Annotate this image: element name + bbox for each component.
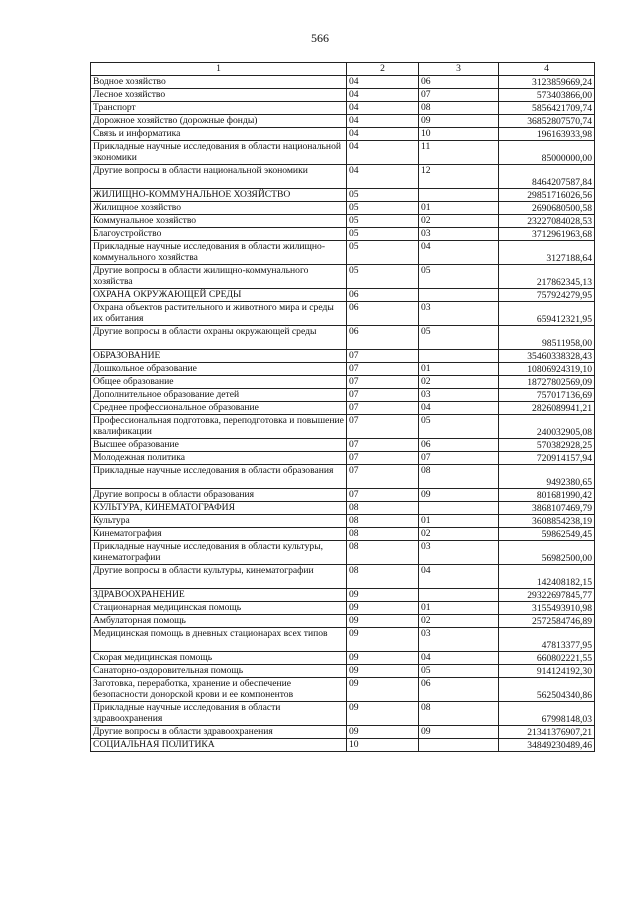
row-amount: 21341376907,21 — [499, 726, 595, 739]
row-section: 09 — [347, 628, 419, 652]
row-amount: 18727802569,09 — [499, 376, 595, 389]
row-section: 04 — [347, 76, 419, 89]
row-name: Другие вопросы в области образования — [91, 489, 347, 502]
row-section: 08 — [347, 565, 419, 589]
table-row — [91, 739, 595, 752]
table-row — [91, 489, 595, 502]
row-section: 05 — [347, 189, 419, 202]
row-subsection: 08 — [419, 465, 499, 489]
row-section: 04 — [347, 89, 419, 102]
row-name: Санаторно-оздоровительная помощь — [91, 665, 347, 678]
row-name: СОЦИАЛЬНАЯ ПОЛИТИКА — [91, 739, 347, 752]
table-row — [91, 326, 595, 350]
row-section: 09 — [347, 678, 419, 702]
table-row — [91, 515, 595, 528]
row-amount: 196163933,98 — [499, 128, 595, 141]
row-subsection: 04 — [419, 652, 499, 665]
row-section: 07 — [347, 489, 419, 502]
row-subsection: 01 — [419, 515, 499, 528]
row-subsection — [419, 589, 499, 602]
row-amount: 29851716026,56 — [499, 189, 595, 202]
table-row — [91, 115, 595, 128]
row-section: 04 — [347, 141, 419, 165]
row-name: ОБРАЗОВАНИЕ — [91, 350, 347, 363]
page-number: 566 — [311, 31, 329, 45]
table-row — [91, 202, 595, 215]
budget-table — [90, 62, 595, 752]
row-subsection: 04 — [419, 402, 499, 415]
row-section: 04 — [347, 102, 419, 115]
row-subsection: 03 — [419, 389, 499, 402]
row-subsection — [419, 189, 499, 202]
row-subsection: 06 — [419, 678, 499, 702]
table-row — [91, 289, 595, 302]
row-section: 07 — [347, 439, 419, 452]
row-section: 07 — [347, 376, 419, 389]
table-row — [91, 402, 595, 415]
row-section: 09 — [347, 665, 419, 678]
row-amount: 757924279,95 — [499, 289, 595, 302]
row-subsection: 04 — [419, 565, 499, 589]
row-subsection: 05 — [419, 665, 499, 678]
row-amount: 573403866,00 — [499, 89, 595, 102]
table-row — [91, 589, 595, 602]
row-amount: 3608854238,19 — [499, 515, 595, 528]
row-name: ЖИЛИЩНО-КОММУНАЛЬНОЕ ХОЗЯЙСТВО — [91, 189, 347, 202]
row-subsection: 02 — [419, 615, 499, 628]
row-section: 09 — [347, 602, 419, 615]
row-subsection: 12 — [419, 165, 499, 189]
table-row — [91, 76, 595, 89]
row-amount: 3712961963,68 — [499, 228, 595, 241]
table-row — [91, 363, 595, 376]
row-subsection: 06 — [419, 76, 499, 89]
row-amount: 659412321,95 — [499, 302, 595, 326]
table-row — [91, 652, 595, 665]
table-row — [91, 215, 595, 228]
row-name: Благоустройство — [91, 228, 347, 241]
row-subsection: 04 — [419, 241, 499, 265]
row-subsection: 02 — [419, 376, 499, 389]
row-amount: 660802221,55 — [499, 652, 595, 665]
row-subsection: 09 — [419, 115, 499, 128]
row-section: 07 — [347, 452, 419, 465]
row-subsection: 06 — [419, 439, 499, 452]
row-subsection: 07 — [419, 89, 499, 102]
row-subsection: 02 — [419, 215, 499, 228]
table-row — [91, 141, 595, 165]
row-name: Стационарная медицинская помощь — [91, 602, 347, 615]
row-subsection: 01 — [419, 363, 499, 376]
row-section: 10 — [347, 739, 419, 752]
row-amount: 3127188,64 — [499, 241, 595, 265]
row-amount: 240032905,08 — [499, 415, 595, 439]
row-amount: 801681990,42 — [499, 489, 595, 502]
row-amount: 2690680500,58 — [499, 202, 595, 215]
row-section: 05 — [347, 215, 419, 228]
table-row — [91, 439, 595, 452]
table-row — [91, 241, 595, 265]
row-name: Прикладные научные исследования в области национальной экономики — [91, 141, 347, 165]
table-row — [91, 628, 595, 652]
row-name: Общее образование — [91, 376, 347, 389]
row-section: 06 — [347, 302, 419, 326]
row-amount: 2826089941,21 — [499, 402, 595, 415]
table-row — [91, 128, 595, 141]
table-row — [91, 615, 595, 628]
row-name: КУЛЬТУРА, КИНЕМАТОГРАФИЯ — [91, 502, 347, 515]
table-row — [91, 165, 595, 189]
row-section: 08 — [347, 502, 419, 515]
row-subsection: 09 — [419, 489, 499, 502]
row-amount: 36852807570,74 — [499, 115, 595, 128]
row-section: 04 — [347, 128, 419, 141]
row-amount: 3155493910,98 — [499, 602, 595, 615]
table-row — [91, 665, 595, 678]
row-amount: 5856421709,74 — [499, 102, 595, 115]
table-row — [91, 389, 595, 402]
row-name: Транспорт — [91, 102, 347, 115]
table-row — [91, 726, 595, 739]
budget-table-body — [91, 63, 595, 752]
table-row — [91, 350, 595, 363]
row-name: Высшее образование — [91, 439, 347, 452]
row-section: 05 — [347, 241, 419, 265]
table-row — [91, 452, 595, 465]
row-name: Другие вопросы в области жилищно-коммунального хозяйства — [91, 265, 347, 289]
row-name: Лесное хозяйство — [91, 89, 347, 102]
row-section: 05 — [347, 265, 419, 289]
row-amount: 217862345,13 — [499, 265, 595, 289]
row-name: Амбулаторная помощь — [91, 615, 347, 628]
row-name: Связь и информатика — [91, 128, 347, 141]
row-subsection: 02 — [419, 528, 499, 541]
row-amount: 23227084028,53 — [499, 215, 595, 228]
table-row — [91, 678, 595, 702]
table-row — [91, 189, 595, 202]
header-col-2: 2 — [347, 63, 419, 76]
table-row — [91, 376, 595, 389]
row-section: 08 — [347, 515, 419, 528]
row-amount: 3123859669,24 — [499, 76, 595, 89]
row-section: 07 — [347, 415, 419, 439]
row-amount: 29322697845,77 — [499, 589, 595, 602]
row-section: 06 — [347, 326, 419, 350]
row-subsection: 07 — [419, 452, 499, 465]
row-name: Прикладные научные исследования в области культуры, кинематографии — [91, 541, 347, 565]
row-section: 08 — [347, 528, 419, 541]
table-row — [91, 541, 595, 565]
table-row — [91, 702, 595, 726]
row-section: 07 — [347, 350, 419, 363]
row-section: 09 — [347, 726, 419, 739]
row-name: Культура — [91, 515, 347, 528]
row-name: Прикладные научные исследования в области здравоохранения — [91, 702, 347, 726]
row-amount: 98511958,00 — [499, 326, 595, 350]
row-section: 07 — [347, 402, 419, 415]
row-amount: 67998148,03 — [499, 702, 595, 726]
row-amount: 720914157,94 — [499, 452, 595, 465]
row-subsection: 05 — [419, 265, 499, 289]
row-amount: 914124192,30 — [499, 665, 595, 678]
row-subsection: 01 — [419, 202, 499, 215]
row-subsection: 01 — [419, 602, 499, 615]
row-name: Прикладные научные исследования в области жилищно-коммунального хозяйства — [91, 241, 347, 265]
row-amount: 757017136,69 — [499, 389, 595, 402]
table-row — [91, 228, 595, 241]
table-row — [91, 602, 595, 615]
row-subsection: 03 — [419, 228, 499, 241]
row-name: Заготовка, переработка, хранение и обеспечение безопасности донорской крови и ее компонентов — [91, 678, 347, 702]
row-subsection: 05 — [419, 326, 499, 350]
row-name: Прикладные научные исследования в области образования — [91, 465, 347, 489]
row-name: Дошкольное образование — [91, 363, 347, 376]
row-subsection — [419, 289, 499, 302]
header-col-4: 4 — [499, 63, 595, 76]
row-amount: 35460338328,43 — [499, 350, 595, 363]
table-row — [91, 415, 595, 439]
row-name: Другие вопросы в области охраны окружающей среды — [91, 326, 347, 350]
row-name: Скорая медицинская помощь — [91, 652, 347, 665]
row-name: Профессиональная подготовка, переподготовка и повышение квалификации — [91, 415, 347, 439]
row-amount: 56982500,00 — [499, 541, 595, 565]
row-name: Жилищное хозяйство — [91, 202, 347, 215]
row-amount: 59862549,45 — [499, 528, 595, 541]
row-section: 05 — [347, 202, 419, 215]
table-row — [91, 502, 595, 515]
row-subsection — [419, 350, 499, 363]
row-amount: 570382928,25 — [499, 439, 595, 452]
row-section: 05 — [347, 228, 419, 241]
row-subsection: 05 — [419, 415, 499, 439]
row-name: Коммунальное хозяйство — [91, 215, 347, 228]
header-col-3: 3 — [419, 63, 499, 76]
row-name: Другие вопросы в области культуры, кинематографии — [91, 565, 347, 589]
row-subsection: 11 — [419, 141, 499, 165]
row-subsection — [419, 502, 499, 515]
row-name: Медицинская помощь в дневных стационарах всех типов — [91, 628, 347, 652]
row-amount: 10806924319,10 — [499, 363, 595, 376]
row-subsection: 08 — [419, 702, 499, 726]
row-section: 09 — [347, 615, 419, 628]
table-row — [91, 265, 595, 289]
row-name: Кинематография — [91, 528, 347, 541]
row-amount: 9492380,65 — [499, 465, 595, 489]
table-row — [91, 102, 595, 115]
row-subsection: 03 — [419, 628, 499, 652]
row-section: 07 — [347, 363, 419, 376]
row-subsection: 09 — [419, 726, 499, 739]
table-row — [91, 528, 595, 541]
row-name: Молодежная политика — [91, 452, 347, 465]
row-name: Другие вопросы в области национальной экономики — [91, 165, 347, 189]
row-amount: 142408182,15 — [499, 565, 595, 589]
row-section: 09 — [347, 702, 419, 726]
row-section: 07 — [347, 465, 419, 489]
table-header-row — [91, 63, 595, 76]
row-amount: 2572584746,89 — [499, 615, 595, 628]
table-row — [91, 89, 595, 102]
row-name: Охрана объектов растительного и животного мира и среды их обитания — [91, 302, 347, 326]
row-amount: 85000000,00 — [499, 141, 595, 165]
table-row — [91, 302, 595, 326]
row-subsection: 03 — [419, 302, 499, 326]
row-amount: 8464207587,84 — [499, 165, 595, 189]
row-section: 04 — [347, 165, 419, 189]
row-name: Среднее профессиональное образование — [91, 402, 347, 415]
row-amount: 34849230489,46 — [499, 739, 595, 752]
row-section: 07 — [347, 389, 419, 402]
row-subsection: 10 — [419, 128, 499, 141]
row-section: 09 — [347, 589, 419, 602]
row-name: Дополнительное образование детей — [91, 389, 347, 402]
row-section: 08 — [347, 541, 419, 565]
row-name: Другие вопросы в области здравоохранения — [91, 726, 347, 739]
row-name: ЗДРАВООХРАНЕНИЕ — [91, 589, 347, 602]
row-amount: 47813377,95 — [499, 628, 595, 652]
row-name: Дорожное хозяйство (дорожные фонды) — [91, 115, 347, 128]
row-amount: 562504340,86 — [499, 678, 595, 702]
header-col-1: 1 — [91, 63, 347, 76]
row-section: 04 — [347, 115, 419, 128]
row-name: Водное хозяйство — [91, 76, 347, 89]
row-subsection — [419, 739, 499, 752]
table-row — [91, 565, 595, 589]
table-row — [91, 465, 595, 489]
row-subsection: 03 — [419, 541, 499, 565]
row-name: ОХРАНА ОКРУЖАЮЩЕЙ СРЕДЫ — [91, 289, 347, 302]
row-section: 09 — [347, 652, 419, 665]
row-subsection: 08 — [419, 102, 499, 115]
row-section: 06 — [347, 289, 419, 302]
row-amount: 3868107469,79 — [499, 502, 595, 515]
